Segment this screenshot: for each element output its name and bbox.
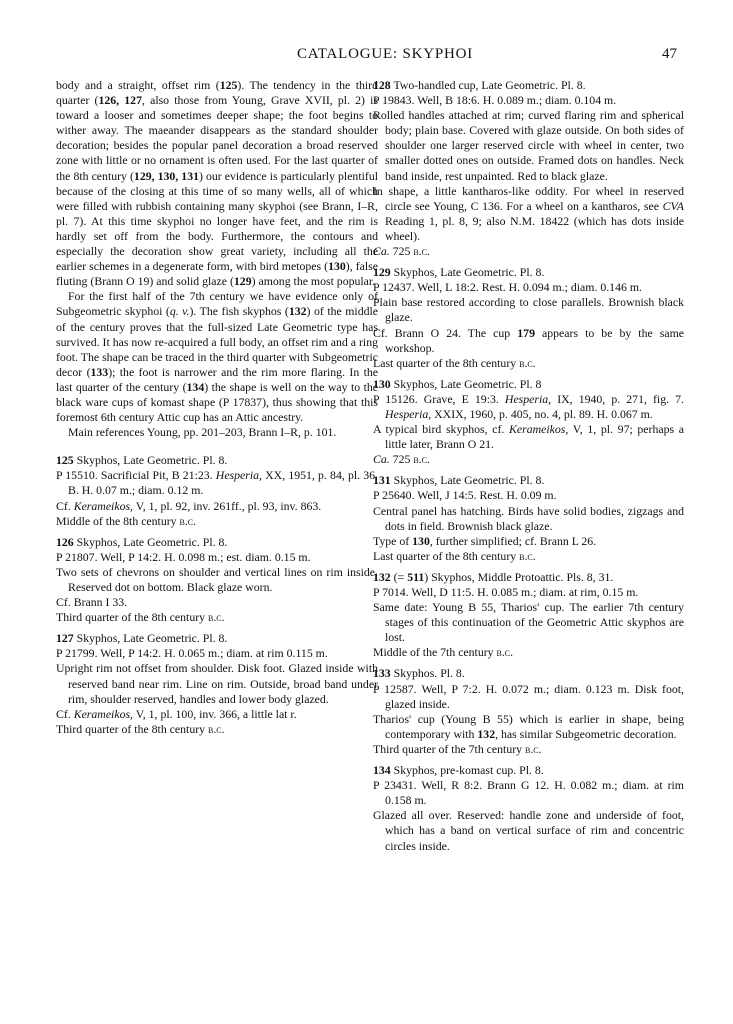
- text-run: Main references Young, pp. 201–203, Brann I–R, p. 101.: [68, 425, 337, 440]
- text-run: appears to be by the same workshop.: [385, 325, 685, 355]
- italic-text: Hesperia,: [385, 406, 432, 421]
- text-run: Skyphos, Late Geometric. Pl. 8: [390, 376, 542, 391]
- entry-heading: [373, 377, 684, 392]
- text-run: In shape, a little kantharos-like oddity. For wheel in reserved circle see Young, C 136. For a wheel on a kantharos, see: [373, 183, 684, 213]
- era-abbreviation: b.c.: [519, 548, 536, 563]
- entry-line: [373, 742, 684, 757]
- text-run: P 25640. Well, J 14:5. Rest. H. 0.09 m.: [373, 488, 557, 503]
- catalogue-number: 127: [56, 631, 74, 646]
- entry-line: [56, 722, 378, 737]
- entry-line: [373, 585, 684, 600]
- catalogue-number: 130: [328, 259, 346, 274]
- catalogue-number: 129: [373, 265, 391, 280]
- text-run: Two sets of chevrons on shoulder and vertical lines on rim inside. Reserved dot on bottom. Black glaze worn.: [56, 564, 378, 594]
- italic-text: Ca.: [373, 244, 390, 259]
- entry-line: [373, 534, 684, 549]
- text-run: P 23431. Well, R 8:2. Brann G 12. H. 0.082 m.; diam. at rim 0.158 m.: [373, 778, 684, 808]
- page-header: [0, 46, 733, 68]
- catalogue-number: 134: [186, 379, 205, 394]
- text-run: XXIX, 1960, p. 405, no. 4, pl. 89. H. 0.067 m.: [431, 406, 653, 421]
- text-run: P 12437. Well, L 18:2. Rest. H. 0.094 m.; diam. 0.146 m.: [373, 280, 642, 295]
- catalogue-number: 125: [56, 453, 74, 468]
- entry-line: [373, 712, 684, 742]
- catalogue-number: 134: [373, 763, 391, 778]
- italic-text: Hesperia,: [215, 468, 262, 483]
- catalogue-number: 132: [373, 569, 391, 584]
- entry-heading: [373, 473, 684, 488]
- entry-heading: [373, 666, 684, 681]
- entry-line: [373, 356, 684, 371]
- entry-line: [56, 499, 378, 514]
- entry-heading: [373, 78, 684, 93]
- text-run: Skyphos, Late Geometric. Pl. 8.: [73, 453, 228, 468]
- entry-line: [373, 452, 684, 467]
- text-run: ) the shape is well on the way to the black ware cups of komast shape (P 17837), thus showing that this foremost 6th century Attic cup has an Attic ancestry.: [56, 379, 379, 425]
- text-run: Last quarter of the 8th century: [373, 548, 520, 563]
- era-abbreviation: b.c.: [208, 721, 225, 736]
- catalogue-entry: [373, 377, 684, 468]
- text-run: Skyphos, Late Geometric. Pl. 8.: [390, 473, 545, 488]
- text-run: ); the foot is narrower and the rim more flaring. In the last quarter of the century (: [56, 364, 378, 394]
- catalogue-entry: [56, 631, 378, 737]
- entry-line: [56, 550, 378, 565]
- text-run: Skyphos. Pl. 8.: [390, 666, 465, 681]
- era-abbreviation: b.c.: [496, 645, 514, 660]
- text-run: V, 1, pl. 100, inv. 366, a little lat r.: [133, 706, 297, 721]
- entry-line: [373, 549, 684, 564]
- text-run: Skyphos, pre-komast cup. Pl. 8.: [390, 763, 544, 778]
- entry-heading: [56, 453, 378, 468]
- text-run: Plain base restored according to close parallels. Brownish black glaze.: [373, 295, 684, 325]
- text-run: Third quarter of the 7th century: [373, 741, 525, 756]
- entry-line: [373, 326, 684, 356]
- catalogue-number: 132: [477, 726, 496, 741]
- entry-heading: [373, 570, 684, 585]
- text-run: (=: [390, 569, 408, 584]
- text-run: Tharios' cup (Young B 55) which is earlier in shape, being contemporary with: [373, 711, 684, 741]
- catalogue-entry: [373, 78, 684, 259]
- text-run: Cf.: [56, 706, 74, 721]
- text-run: IX, 1940, p. 271, fig. 7.: [551, 391, 684, 406]
- text-run: P 12587. Well, P 7:2. H. 0.072 m.; diam. 0.123 m. Disk foot, glazed inside.: [373, 681, 684, 711]
- entry-line: [56, 514, 378, 529]
- entry-line: [56, 468, 378, 498]
- text-run: Type of: [373, 533, 413, 548]
- catalogue-entries: [373, 78, 684, 854]
- text-run: ) Skyphos, Middle Protoattic. Pls. 8, 31.: [424, 569, 614, 584]
- italic-text: q. v.: [169, 304, 190, 319]
- text-run: 725: [389, 244, 414, 259]
- entry-line: [373, 93, 684, 108]
- text-run: Two-handled cup, Late Geometric. Pl. 8.: [390, 78, 586, 92]
- entry-line: [373, 184, 684, 244]
- catalogue-number: 129, 130, 131: [133, 168, 199, 183]
- text-run: ). The fish skyphos (: [189, 304, 289, 319]
- italic-text: CVA: [662, 198, 684, 213]
- text-run: , further simplified; cf. Brann L 26.: [429, 533, 597, 548]
- text-run: Middle of the 8th century: [56, 513, 180, 528]
- text-run: ), false fluting (Brann O 19) and solid glaze (: [56, 259, 378, 289]
- text-run: P 19843. Well, B 18:6. H. 0.089 m.; diam. 0.104 m.: [373, 93, 617, 108]
- text-run: Glazed all over. Reserved: handle zone and underside of foot, which has a band on vertical surface of rim and concentric circles inside.: [373, 808, 684, 853]
- catalogue-entry: [373, 570, 684, 661]
- text-run: P 21799. Well, P 14:2. H. 0.065 m.; diam. at rim 0.115 m.: [56, 646, 328, 661]
- catalogue-number: 179: [517, 325, 535, 340]
- entry-heading: [56, 535, 378, 550]
- text-run: Middle of the 7th century: [373, 645, 497, 660]
- entry-line: [373, 488, 684, 503]
- text-run: Same date: Young B 55, Tharios' cup. The earlier 7th century stages of this continuation of the Geometric Attic skyphos are lost.: [373, 600, 684, 645]
- text-run: Cf.: [56, 498, 74, 513]
- catalogue-number: 511: [407, 569, 425, 584]
- catalogue-entry: [373, 265, 684, 371]
- text-run: P 7014. Well, D 11:5. H. 0.085 m.; diam. at rim, 0.15 m.: [373, 585, 639, 599]
- text-run: Third quarter of the 8th century: [56, 610, 208, 625]
- text-run: Rolled handles attached at rim; curved flaring rim and spherical body; plain base. Covered with glaze outside. On both sides of shoulder one larger reserved circle with wheel in center, two smaller dotted ones on outside. Framed dots on handles. Neck band inside, rest unpainted. Red to black glaze.: [373, 108, 684, 183]
- text-run: P 21807. Well, P 14:2. H. 0.098 m.; est. diam. 0.15 m.: [56, 549, 311, 564]
- catalogue-entry: [373, 666, 684, 757]
- italic-text: Kerameikos,: [509, 422, 569, 437]
- catalogue-number: 131: [373, 473, 391, 488]
- italic-text: Kerameikos,: [73, 706, 134, 721]
- entry-line: [373, 600, 684, 645]
- text-run: , has similar Subgeometric decoration.: [495, 726, 677, 741]
- catalogue-entry: [56, 535, 378, 626]
- text-run: ) of the middle of the century proves that the full-sized Late Geometric type has survived. It has now re-acquired a full body, an offset rim and a ring foot. The shape can be traced in the third quarter with Subgeometric decor (: [56, 304, 378, 379]
- entry-line: [56, 661, 378, 706]
- entry-line: [56, 707, 378, 722]
- text-run: For the first half of the 7th century we have evidence only of Subgeometric skyphoi (: [56, 289, 378, 319]
- entry-line: [56, 646, 378, 661]
- catalogue-entries: [56, 453, 378, 737]
- era-abbreviation: b.c.: [519, 355, 536, 370]
- entry-line: [373, 422, 684, 452]
- page-number: 47: [662, 46, 677, 62]
- entry-line: [56, 595, 378, 610]
- text-run: ). The tendency in the third quarter (: [56, 78, 379, 108]
- text-run: body and a straight, offset rim (: [56, 78, 220, 92]
- text-run: Third quarter of the 8th century: [56, 721, 208, 736]
- catalogue-number: 129: [233, 274, 252, 289]
- entry-line: [373, 244, 684, 259]
- entry-line: [373, 108, 684, 183]
- intro-paragraph: [56, 78, 378, 289]
- text-run: P 15126. Grave, E 19:3.: [373, 391, 505, 406]
- catalogue-number: 126, 127: [98, 93, 142, 108]
- left-column: [56, 78, 378, 737]
- text-run: , also those from Young, Grave XVII, pl. 2) is toward a looser and sometimes deeper shape; the foot begins to wither away. The maeander disappears as the standard shoulder decoration; besides the popular panel decoration a broad reserved zone with little or no ornament is often used. For the last quarter of the 8th century (: [56, 93, 379, 183]
- text-run: A typical bird skyphos, cf.: [373, 422, 510, 437]
- text-run: Cf. Brann I 33.: [56, 595, 128, 610]
- entry-heading: [373, 265, 684, 280]
- entry-line: [56, 565, 378, 595]
- text-run: V, 1, pl. 92, inv. 261ff., pl. 93, inv. 863.: [133, 498, 322, 513]
- right-column: [373, 78, 684, 854]
- intro-paragraph: [56, 289, 378, 425]
- catalogue-entry: [373, 763, 684, 854]
- italic-text: Hesperia,: [504, 391, 552, 406]
- text-run: Skyphos, Late Geometric. Pl. 8.: [73, 534, 228, 549]
- text-run: ) among the most popular.: [251, 274, 376, 289]
- text-run: XX, 1951, p. 84, pl. 36, B. H. 0.07 m.; diam. 0.12 m.: [68, 468, 378, 498]
- entry-line: [373, 280, 684, 295]
- entry-line: [373, 392, 684, 422]
- entry-line: [373, 682, 684, 712]
- entry-line: [56, 610, 378, 625]
- catalogue-number: 125: [219, 78, 238, 92]
- era-abbreviation: b.c.: [413, 244, 430, 259]
- main-references: [56, 425, 378, 440]
- era-abbreviation: b.c.: [525, 741, 542, 756]
- entry-line: [373, 295, 684, 325]
- entry-line: [373, 808, 684, 853]
- era-abbreviation: b.c.: [208, 610, 225, 625]
- text-run: 725: [389, 452, 414, 467]
- catalogue-number: 133: [90, 364, 109, 379]
- entry-line: [373, 645, 684, 660]
- catalogue-number: 126: [56, 534, 74, 549]
- text-run: Central panel has hatching. Birds have solid bodies, zigzags and dots in field. Brownish black glaze.: [373, 503, 684, 533]
- catalogue-number: 130: [412, 533, 430, 548]
- catalogue-number: 132: [288, 304, 307, 319]
- entry-line: [373, 778, 684, 808]
- text-run: Reading 1, pl. 8, 9; also N.M. 18422 (which has dots inside wheel).: [385, 213, 684, 243]
- catalogue-entry: [373, 473, 684, 564]
- entry-heading: [373, 763, 684, 778]
- running-head: CATALOGUE: SKYPHOI: [296, 46, 474, 62]
- text-run: Skyphos, Late Geometric. Pl. 8.: [73, 631, 228, 646]
- entry-heading: [56, 631, 378, 646]
- text-run: P 15510. Sacrificial Pit, B 21:23.: [56, 468, 216, 483]
- italic-text: Kerameikos,: [73, 498, 134, 513]
- text-run: Last quarter of the 8th century: [373, 355, 520, 370]
- text-run: V, 1, pl. 97; perhaps a little later, Brann O 21.: [385, 422, 684, 452]
- text-run: ) our evidence is particularly plentiful because of the closing at this time of so many wells, all of which were filled with rubbish containing many skyphoi (see Brann, I–R, pl. 7). At this time skyphoi no longer have feet, and the rim is hardly set off from the body. Furthermore, the contours and especially the decoration show great variety, including all the earlier schemes in a degenerate form, with bird metopes (: [56, 168, 378, 274]
- catalogue-number: 128: [373, 78, 391, 92]
- text-run: Cf. Brann O 24. The cup: [373, 325, 518, 340]
- catalogue-number: 130: [373, 376, 391, 391]
- era-abbreviation: b.c.: [179, 513, 197, 528]
- entry-line: [373, 504, 684, 534]
- catalogue-entry: [56, 453, 378, 528]
- catalogue-number: 133: [373, 666, 391, 681]
- text-run: Upright rim not offset from shoulder. Disk foot. Glazed inside with reserved band near rim. Line on rim. Outside, broad band under rim, shoulder reserved, handles and lower body glazed.: [56, 661, 378, 706]
- italic-text: Ca.: [373, 452, 390, 467]
- text-run: Skyphos, Late Geometric. Pl. 8.: [390, 265, 545, 280]
- era-abbreviation: b.c.: [413, 452, 430, 467]
